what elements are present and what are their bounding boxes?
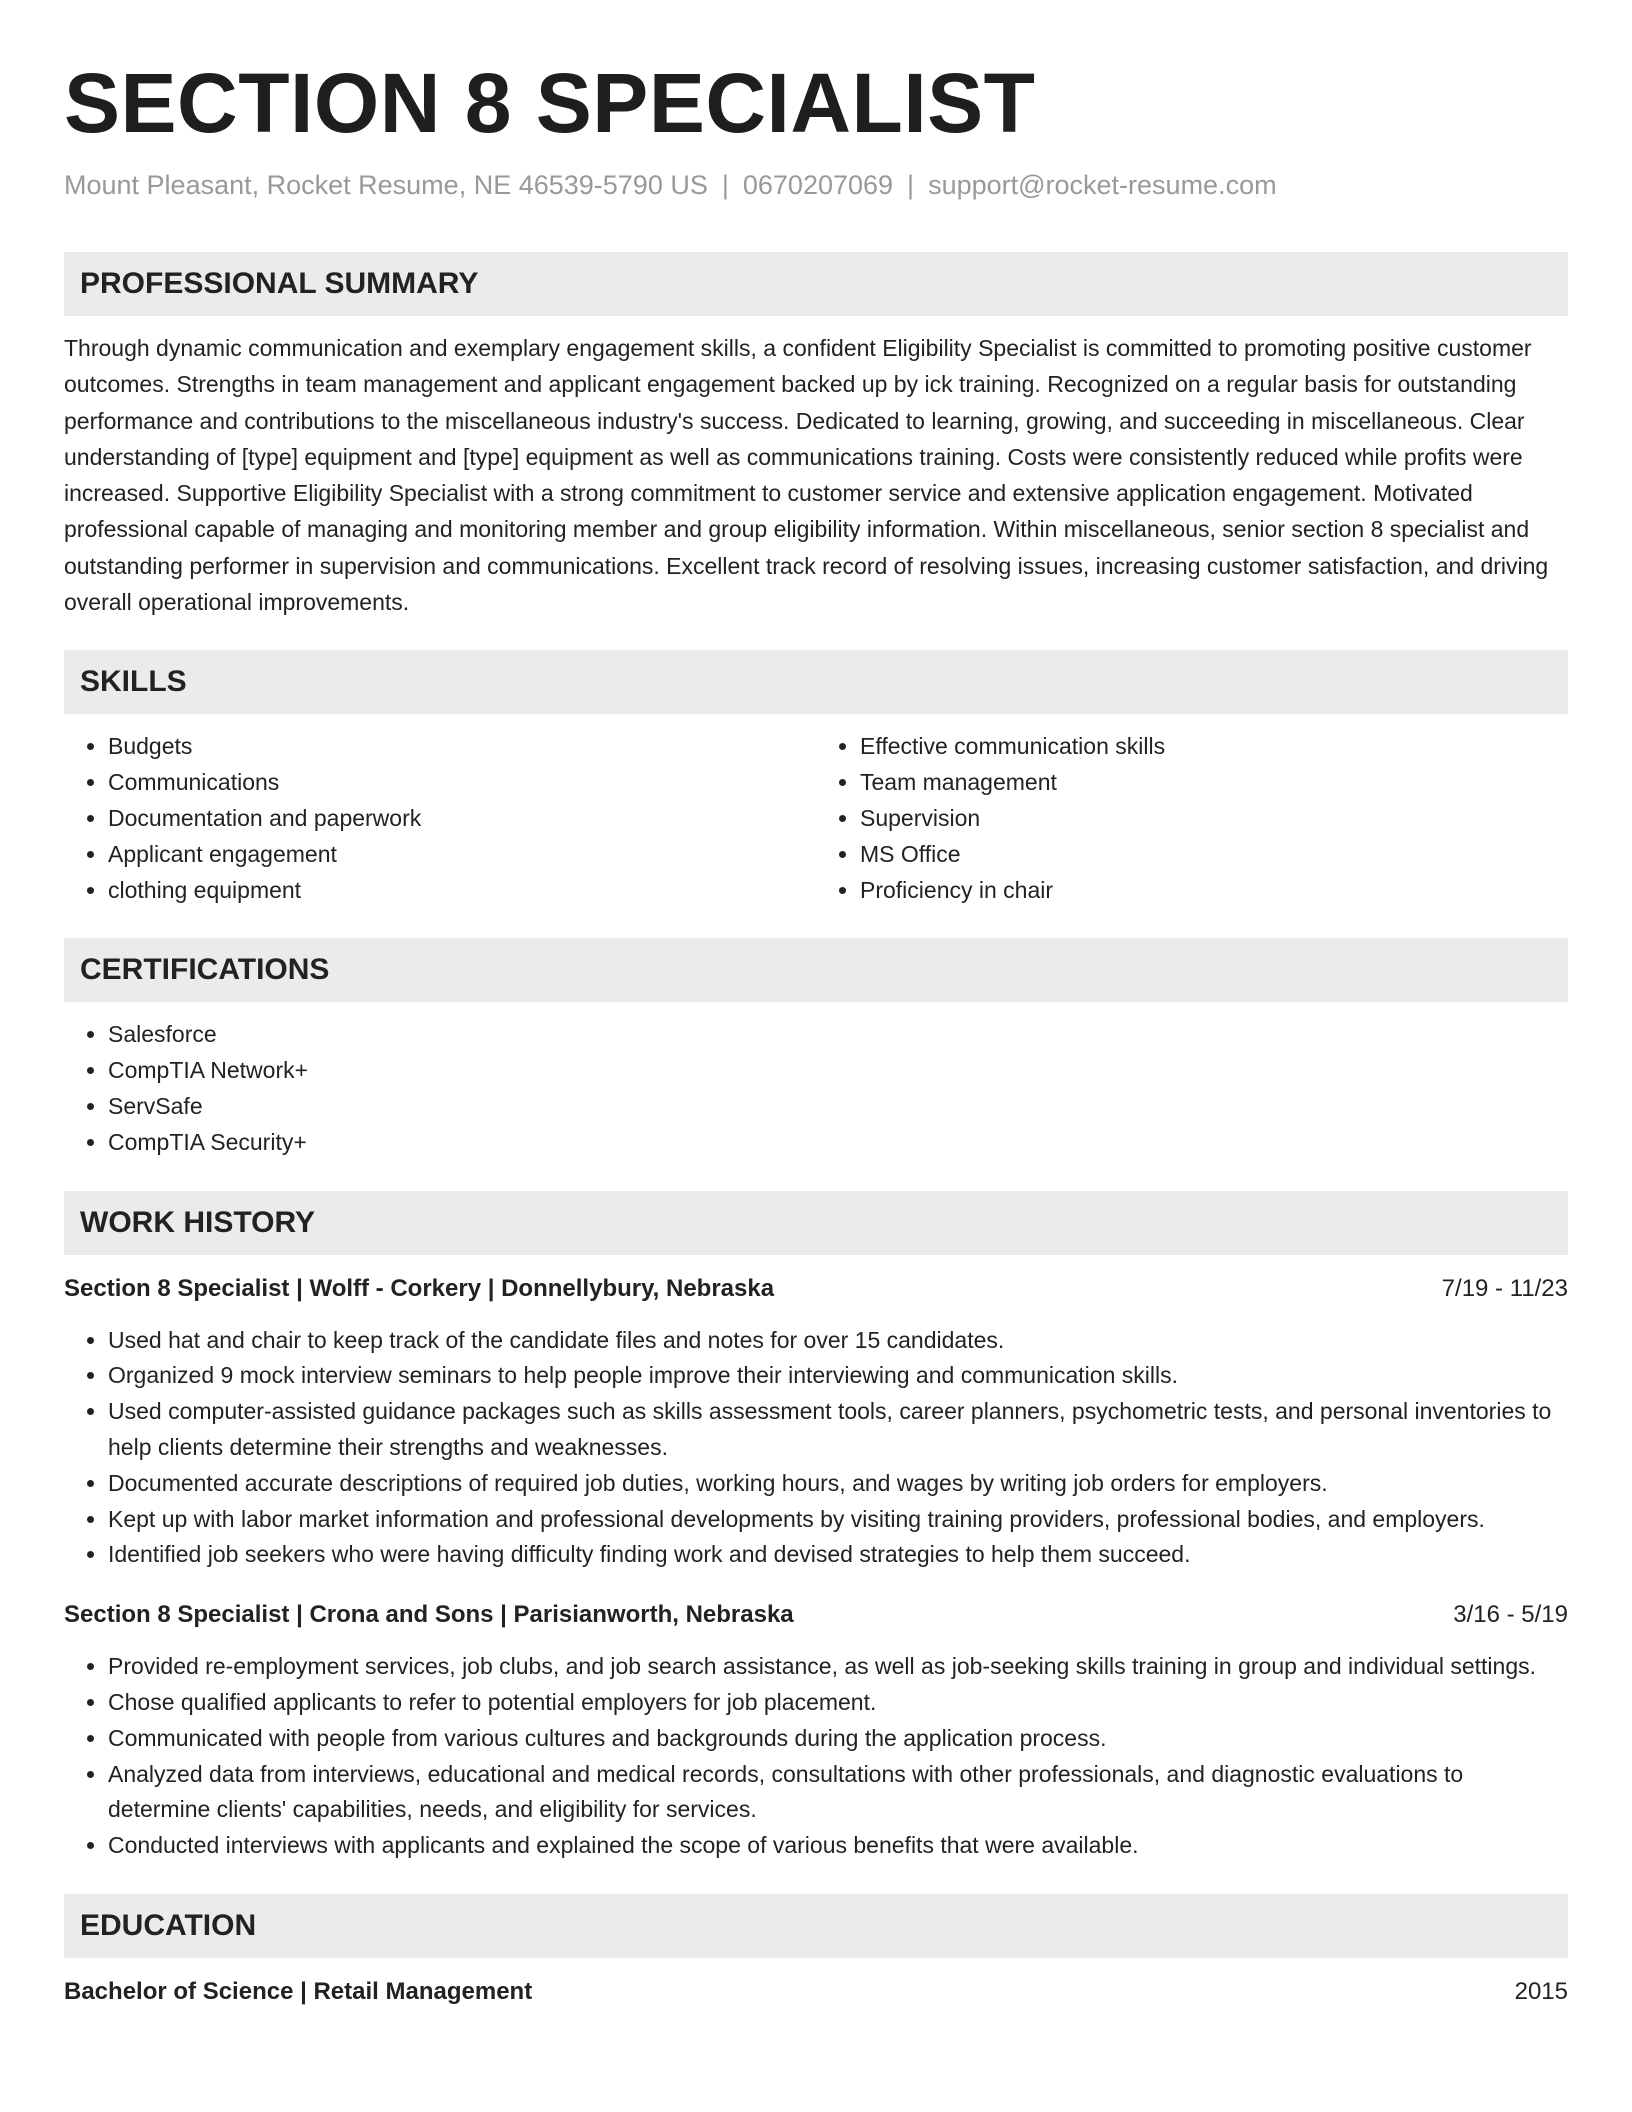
contact-separator: | <box>721 170 729 200</box>
skill-item: • Communications <box>108 765 816 801</box>
job-heading <box>64 1271 1568 1307</box>
skills-columns <box>64 729 1568 908</box>
certification-item: • CompTIA Security+ <box>108 1125 1568 1161</box>
job-bullet: • Documented accurate descriptions of required job duties, working hours, and wages by writing job orders for employers. <box>108 1466 1568 1502</box>
summary-text: Through dynamic communication and exemplary engagement skills, a confident Eligibility Specialist is committed to promoting positive customer outcomes. Strengths in team management and applicant engagement backed up by ick training. Recognized on a regular basis for outstanding performance and contributions to the miscellaneous industry's success. Dedicated to learning, growing, and succeeding in miscellaneous. Clear understanding of [type] equipment and [type] equipment as well as communications training. Costs were consistently reduced while profits were increased. Supportive Eligibility Specialist with a strong commitment to customer service and extensive application engagement. Motivated professional capable of managing and monitoring member and group eligibility information. Within miscellaneous, senior section 8 specialist and outstanding performer in supervision and communications. Excellent track record of resolving issues, increasing customer satisfaction, and driving overall operational improvements. <box>64 335 1549 616</box>
summary-section-header: PROFESSIONAL SUMMARY <box>64 252 1568 316</box>
job-dates: 7/19 - 11/23 <box>1441 1274 1568 1302</box>
job-bullets <box>64 1649 1568 1864</box>
skill-item: • Supervision <box>860 801 1568 837</box>
certification-item: • Salesforce <box>108 1017 1568 1053</box>
certification-item: • ServSafe <box>108 1089 1568 1125</box>
job-title: Section 8 Specialist | Crona and Sons | Parisianworth, Nebraska <box>64 1601 794 1629</box>
skill-item: • Team management <box>860 765 1568 801</box>
job-bullet: • Chose qualified applicants to refer to potential employers for job placement. <box>108 1685 1568 1721</box>
job-bullet: • Used hat and chair to keep track of the candidate files and notes for over 15 candidates. <box>108 1323 1568 1359</box>
skills-list-right <box>816 729 1568 908</box>
skill-item: • Documentation and paperwork <box>108 801 816 837</box>
contact-email: support@rocket-resume.com <box>928 170 1277 200</box>
job-dates: 3/16 - 5/19 <box>1453 1601 1568 1629</box>
job-bullets <box>64 1323 1568 1574</box>
skill-item: • Proficiency in chair <box>860 873 1568 909</box>
job-bullet: • Conducted interviews with applicants and explained the scope of various benefits that were available. <box>108 1828 1568 1864</box>
certifications-list <box>64 1017 1568 1160</box>
education-heading <box>64 1974 1568 2010</box>
skills-section-header: SKILLS <box>64 650 1568 714</box>
job-bullet: • Analyzed data from interviews, educational and medical records, consultations with other professionals, and diagnostic evaluations to determine clients' capabilities, needs, and eligibility for services. <box>108 1757 1568 1829</box>
education-section-header: EDUCATION <box>64 1894 1568 1958</box>
job-heading <box>64 1597 1568 1633</box>
contact-location: Mount Pleasant, Rocket Resume, NE 46539-5790 US <box>64 170 708 200</box>
skill-item: • Budgets <box>108 729 816 765</box>
job-bullet: • Communicated with people from various cultures and backgrounds during the application process. <box>108 1721 1568 1757</box>
skill-item: • MS Office <box>860 837 1568 873</box>
job-bullet: • Kept up with labor market information and professional developments by visiting training providers, professional bodies, and employers. <box>108 1502 1568 1538</box>
contact-line <box>64 168 1568 202</box>
job-bullet: • Provided re-employment services, job clubs, and job search assistance, as well as job-seeking skills training in group and individual settings. <box>108 1649 1568 1685</box>
candidate-name: SECTION 8 SPECIALIST <box>64 56 1036 150</box>
degree-title: Bachelor of Science | Retail Management <box>64 1977 533 2005</box>
certifications-section-header: CERTIFICATIONS <box>64 938 1568 1002</box>
certification-item: • CompTIA Network+ <box>108 1053 1568 1089</box>
graduation-year: 2015 <box>1514 1977 1568 2005</box>
job-bullet: • Used computer-assisted guidance packages such as skills assessment tools, career planners, psychometric tests, and personal inventories to help clients determine their strengths and weaknesses. <box>108 1394 1568 1466</box>
skill-item: • clothing equipment <box>108 873 816 909</box>
job-bullet: • Identified job seekers who were having difficulty finding work and devised strategies to help them succeed. <box>108 1537 1568 1573</box>
contact-phone: 0670207069 <box>742 170 894 200</box>
contact-separator: | <box>907 170 915 200</box>
skills-list-left <box>64 729 816 908</box>
skill-item: • Applicant engagement <box>108 837 816 873</box>
job-bullet: • Organized 9 mock interview seminars to help people improve their interviewing and communication skills. <box>108 1358 1568 1394</box>
skill-item: • Effective communication skills <box>860 729 1568 765</box>
job-title: Section 8 Specialist | Wolff - Corkery | Donnellybury, Nebraska <box>64 1274 775 1302</box>
work-history-section-header: WORK HISTORY <box>64 1191 1568 1255</box>
